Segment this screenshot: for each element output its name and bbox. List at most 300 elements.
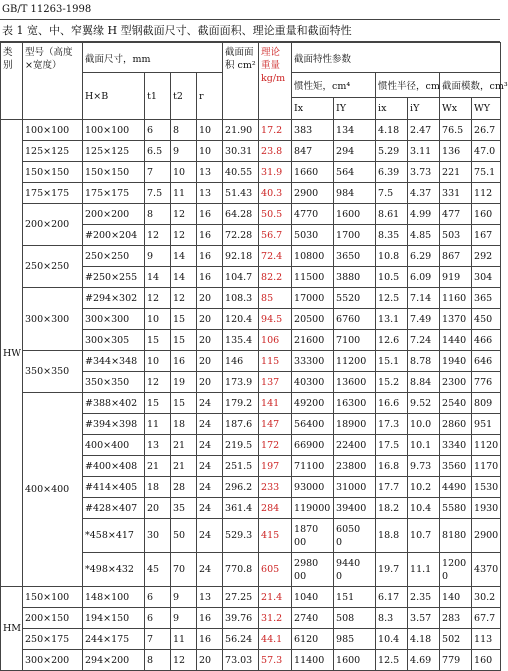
ix-radius-cell: 6.39 <box>376 162 408 183</box>
weight-cell: 31.9 <box>259 162 292 183</box>
t1-cell: 12 <box>145 288 171 309</box>
hxb-cell: 250×250 <box>83 246 145 267</box>
ix-radius-cell: 10.8 <box>376 246 408 267</box>
ix-moment-cell: 93000 <box>292 477 334 498</box>
area-cell: 39.76 <box>223 608 259 629</box>
ix-moment-cell: 66900 <box>292 435 334 456</box>
header-r: r <box>197 73 223 120</box>
weight-cell: 85 <box>259 288 292 309</box>
iy-radius-cell: 10.4 <box>408 498 440 519</box>
iy-moment-cell: 16300 <box>334 393 376 414</box>
wy-cell: 466 <box>472 330 501 351</box>
ix-radius-cell: 18.8 <box>376 519 408 553</box>
wx-cell: 502 <box>440 629 472 650</box>
iy-moment-cell: 151 <box>334 587 376 608</box>
t2-cell: 18 <box>171 414 197 435</box>
t2-cell: 12 <box>171 288 197 309</box>
wy-cell: 26.7 <box>472 120 501 141</box>
wy-cell: 1530 <box>472 477 501 498</box>
area-cell: 30.31 <box>223 141 259 162</box>
t2-cell: 9 <box>171 608 197 629</box>
header-wx: Wx <box>440 98 472 120</box>
header-iy-moment: IY <box>334 98 376 120</box>
header-inertia: 惯性矩，cm⁴ <box>292 73 376 98</box>
area-cell: 529.3 <box>223 519 259 553</box>
h-section-steel-table <box>0 42 508 671</box>
wx-cell: 477 <box>440 204 472 225</box>
wx-cell: 5580 <box>440 498 472 519</box>
hxb-cell: 244×175 <box>83 629 145 650</box>
ix-moment-cell: 40300 <box>292 372 334 393</box>
wy-cell: 809 <box>472 393 501 414</box>
iy-moment-cell: 134 <box>334 120 376 141</box>
r-cell: 24 <box>197 477 223 498</box>
ix-radius-cell: 13.1 <box>376 309 408 330</box>
iy-radius-cell: 8.78 <box>408 351 440 372</box>
wx-cell: 919 <box>440 267 472 288</box>
hxb-cell: *458×417 <box>83 519 145 553</box>
weight-cell: 141 <box>259 393 292 414</box>
wx-cell: 76.5 <box>440 120 472 141</box>
ix-radius-cell: 10.4 <box>376 629 408 650</box>
t2-cell: 12 <box>171 225 197 246</box>
t1-cell: 10 <box>145 309 171 330</box>
iy-radius-cell: 10.2 <box>408 477 440 498</box>
wy-cell: 160 <box>472 204 501 225</box>
wy-cell: 160 <box>472 650 501 671</box>
wx-cell: 2860 <box>440 414 472 435</box>
iy-radius-cell: 4.18 <box>408 629 440 650</box>
iy-radius-cell: 10.1 <box>408 435 440 456</box>
weight-cell: 21.4 <box>259 587 292 608</box>
table-row <box>1 587 501 608</box>
model-cell: 300×200 <box>23 650 83 671</box>
wx-cell: 779 <box>440 650 472 671</box>
header-area: 截面面积 cm² <box>223 43 259 120</box>
ix-moment-cell: 119000 <box>292 498 334 519</box>
t2-cell: 9 <box>171 141 197 162</box>
r-cell: 20 <box>197 288 223 309</box>
weight-cell: 56.7 <box>259 225 292 246</box>
iy-moment-cell: 984 <box>334 183 376 204</box>
hxb-cell: 300×305 <box>83 330 145 351</box>
area-cell: 73.03 <box>223 650 259 671</box>
ix-moment-cell: 71100 <box>292 456 334 477</box>
wx-cell: 3340 <box>440 435 472 456</box>
ix-radius-cell: 17.5 <box>376 435 408 456</box>
ix-radius-cell: 12.5 <box>376 288 408 309</box>
model-cell: 300×300 <box>23 288 83 351</box>
r-cell: 24 <box>197 456 223 477</box>
wy-cell: 646 <box>472 351 501 372</box>
iy-moment-cell: 564 <box>334 162 376 183</box>
wx-cell: 1940 <box>440 351 472 372</box>
iy-radius-cell: 7.24 <box>408 330 440 351</box>
iy-radius-cell: 11.1 <box>408 553 440 587</box>
wy-cell: 113 <box>472 629 501 650</box>
ix-moment-cell: 4770 <box>292 204 334 225</box>
wx-cell: 1160 <box>440 288 472 309</box>
t1-cell: 14 <box>145 267 171 288</box>
weight-cell: 106 <box>259 330 292 351</box>
weight-cell: 40.3 <box>259 183 292 204</box>
weight-cell: 50.5 <box>259 204 292 225</box>
iy-radius-cell: 7.49 <box>408 309 440 330</box>
t1-cell: 6.5 <box>145 141 171 162</box>
r-cell: 20 <box>197 330 223 351</box>
ix-radius-cell: 17.3 <box>376 414 408 435</box>
ix-radius-cell: 6.17 <box>376 587 408 608</box>
table-row <box>1 351 501 372</box>
ix-moment-cell: 383 <box>292 120 334 141</box>
iy-radius-cell: 10.7 <box>408 519 440 553</box>
hxb-cell: 150×150 <box>83 162 145 183</box>
t1-cell: 18 <box>145 477 171 498</box>
ix-radius-cell: 8.3 <box>376 608 408 629</box>
ix-moment-cell: 17000 <box>292 288 334 309</box>
r-cell: 24 <box>197 435 223 456</box>
iy-radius-cell: 4.69 <box>408 650 440 671</box>
model-cell: 125×125 <box>23 141 83 162</box>
ix-moment-cell: 5030 <box>292 225 334 246</box>
wy-cell: 30.2 <box>472 587 501 608</box>
iy-moment-cell: 985 <box>334 629 376 650</box>
ix-radius-cell: 12.6 <box>376 330 408 351</box>
iy-radius-cell: 4.99 <box>408 204 440 225</box>
t2-cell: 10 <box>171 162 197 183</box>
ix-moment-cell: 33300 <box>292 351 334 372</box>
wx-cell: 8180 <box>440 519 472 553</box>
t1-cell: 8 <box>145 650 171 671</box>
wx-cell: 2540 <box>440 393 472 414</box>
t2-cell: 12 <box>171 650 197 671</box>
iy-radius-cell: 6.09 <box>408 267 440 288</box>
wx-cell: 136 <box>440 141 472 162</box>
weight-cell: 233 <box>259 477 292 498</box>
table-row <box>1 650 501 671</box>
r-cell: 13 <box>197 162 223 183</box>
area-cell: 64.28 <box>223 204 259 225</box>
area-cell: 251.5 <box>223 456 259 477</box>
hxb-cell: #388×402 <box>83 393 145 414</box>
wy-cell: 365 <box>472 288 501 309</box>
table-row <box>1 162 501 183</box>
t2-cell: 21 <box>171 435 197 456</box>
table-row <box>1 204 501 225</box>
ix-moment-cell: 56400 <box>292 414 334 435</box>
r-cell: 24 <box>197 393 223 414</box>
wy-cell: 450 <box>472 309 501 330</box>
wy-cell: 47.0 <box>472 141 501 162</box>
iy-moment-cell: 13600 <box>334 372 376 393</box>
hxb-cell: 175×175 <box>83 183 145 204</box>
ix-moment-cell: 1040 <box>292 587 334 608</box>
wx-cell: 503 <box>440 225 472 246</box>
t1-cell: 13 <box>145 435 171 456</box>
table-row <box>1 183 501 204</box>
r-cell: 20 <box>197 351 223 372</box>
t2-cell: 8 <box>171 120 197 141</box>
table-row <box>1 246 501 267</box>
t1-cell: 7 <box>145 162 171 183</box>
table-row <box>1 120 501 141</box>
r-cell: 16 <box>197 629 223 650</box>
area-cell: 40.55 <box>223 162 259 183</box>
iy-radius-cell: 9.73 <box>408 456 440 477</box>
wy-cell: 75.1 <box>472 162 501 183</box>
ix-moment-cell: 847 <box>292 141 334 162</box>
weight-cell: 72.4 <box>259 246 292 267</box>
r-cell: 20 <box>197 372 223 393</box>
ix-radius-cell: 5.29 <box>376 141 408 162</box>
t2-cell: 21 <box>171 456 197 477</box>
standard-number: GB/T 11263-1998 <box>0 0 500 20</box>
r-cell: 24 <box>197 519 223 553</box>
hxb-cell: #250×255 <box>83 267 145 288</box>
model-cell: 400×400 <box>23 393 83 587</box>
area-cell: 296.2 <box>223 477 259 498</box>
ix-moment-cell: 6120 <box>292 629 334 650</box>
t1-cell: 11 <box>145 414 171 435</box>
iy-moment-cell: 31000 <box>334 477 376 498</box>
t2-cell: 14 <box>171 267 197 288</box>
t1-cell: 21 <box>145 456 171 477</box>
t2-cell: 50 <box>171 519 197 553</box>
wy-cell: 1930 <box>472 498 501 519</box>
wy-cell: 2900 <box>472 519 501 553</box>
iy-radius-cell: 10.0 <box>408 414 440 435</box>
model-cell: 250×175 <box>23 629 83 650</box>
header-weight: 理论重量 kg/m <box>259 43 292 120</box>
header-wy: WY <box>472 98 501 120</box>
weight-cell: 31.2 <box>259 608 292 629</box>
iy-moment-cell: 9440 0 <box>334 553 376 587</box>
t2-cell: 15 <box>171 330 197 351</box>
area-cell: 146 <box>223 351 259 372</box>
table-row <box>1 629 501 650</box>
wy-cell: 951 <box>472 414 501 435</box>
iy-radius-cell: 3.73 <box>408 162 440 183</box>
t1-cell: 45 <box>145 553 171 587</box>
ix-radius-cell: 15.1 <box>376 351 408 372</box>
t2-cell: 12 <box>171 204 197 225</box>
ix-radius-cell: 4.18 <box>376 120 408 141</box>
model-cell: 250×250 <box>23 246 83 288</box>
weight-cell: 57.3 <box>259 650 292 671</box>
ix-radius-cell: 10.5 <box>376 267 408 288</box>
weight-cell: 94.5 <box>259 309 292 330</box>
area-cell: 179.2 <box>223 393 259 414</box>
hxb-cell: #344×348 <box>83 351 145 372</box>
area-cell: 219.5 <box>223 435 259 456</box>
hxb-cell: #200×204 <box>83 225 145 246</box>
t2-cell: 11 <box>171 629 197 650</box>
header-modulus: 截面模数，cm³ <box>440 73 501 98</box>
header-radius: 惯性半径，cm <box>376 73 440 98</box>
hxb-cell: 294×200 <box>83 650 145 671</box>
table-row <box>1 288 501 309</box>
weight-cell: 115 <box>259 351 292 372</box>
weight-cell: 147 <box>259 414 292 435</box>
r-cell: 16 <box>197 204 223 225</box>
ix-radius-cell: 12.5 <box>376 650 408 671</box>
area-cell: 361.4 <box>223 498 259 519</box>
t2-cell: 16 <box>171 351 197 372</box>
iy-moment-cell: 6760 <box>334 309 376 330</box>
hxb-cell: 148×100 <box>83 587 145 608</box>
area-cell: 187.6 <box>223 414 259 435</box>
r-cell: 20 <box>197 650 223 671</box>
t2-cell: 15 <box>171 309 197 330</box>
ix-moment-cell: 11500 <box>292 267 334 288</box>
hxb-cell: 350×350 <box>83 372 145 393</box>
wx-cell: 283 <box>440 608 472 629</box>
iy-moment-cell: 3650 <box>334 246 376 267</box>
t2-cell: 28 <box>171 477 197 498</box>
r-cell: 24 <box>197 498 223 519</box>
t1-cell: 6 <box>145 120 171 141</box>
model-cell: 350×350 <box>23 351 83 393</box>
t1-cell: 15 <box>145 393 171 414</box>
ix-moment-cell: 2900 <box>292 183 334 204</box>
ix-moment-cell: 1660 <box>292 162 334 183</box>
ix-radius-cell: 19.7 <box>376 553 408 587</box>
ix-moment-cell: 49200 <box>292 393 334 414</box>
model-cell: 200×200 <box>23 204 83 246</box>
iy-moment-cell: 23800 <box>334 456 376 477</box>
weight-cell: 82.2 <box>259 267 292 288</box>
t1-cell: 20 <box>145 498 171 519</box>
t1-cell: 15 <box>145 330 171 351</box>
model-cell: 175×175 <box>23 183 83 204</box>
t1-cell: 9 <box>145 246 171 267</box>
r-cell: 24 <box>197 553 223 587</box>
ix-radius-cell: 8.61 <box>376 204 408 225</box>
ix-moment-cell: 2980 00 <box>292 553 334 587</box>
table-row <box>1 608 501 629</box>
ix-moment-cell: 2740 <box>292 608 334 629</box>
iy-moment-cell: 22400 <box>334 435 376 456</box>
area-cell: 108.3 <box>223 288 259 309</box>
r-cell: 16 <box>197 608 223 629</box>
header-ix-moment: Ix <box>292 98 334 120</box>
wy-cell: 1170 <box>472 456 501 477</box>
category-cell: HM <box>1 587 23 671</box>
hxb-cell: 400×400 <box>83 435 145 456</box>
r-cell: 16 <box>197 246 223 267</box>
weight-cell: 44.1 <box>259 629 292 650</box>
weight-cell: 415 <box>259 519 292 553</box>
ix-radius-cell: 17.7 <box>376 477 408 498</box>
t2-cell: 19 <box>171 372 197 393</box>
wy-cell: 292 <box>472 246 501 267</box>
t2-cell: 11 <box>171 183 197 204</box>
ix-moment-cell: 1870 00 <box>292 519 334 553</box>
ix-radius-cell: 16.8 <box>376 456 408 477</box>
wx-cell: 221 <box>440 162 472 183</box>
t2-cell: 70 <box>171 553 197 587</box>
table-caption: 表 1 宽、中、窄翼缘 H 型钢截面尺寸、截面面积、理论重量和截面特性 <box>0 20 500 42</box>
area-cell: 173.9 <box>223 372 259 393</box>
ix-radius-cell: 7.5 <box>376 183 408 204</box>
ix-radius-cell: 16.6 <box>376 393 408 414</box>
hxb-cell: 194×150 <box>83 608 145 629</box>
iy-moment-cell: 11200 <box>334 351 376 372</box>
weight-cell: 137 <box>259 372 292 393</box>
wx-cell: 1440 <box>440 330 472 351</box>
wy-cell: 776 <box>472 372 501 393</box>
area-cell: 120.4 <box>223 309 259 330</box>
area-cell: 104.7 <box>223 267 259 288</box>
t2-cell: 9 <box>171 587 197 608</box>
t1-cell: 8 <box>145 204 171 225</box>
iy-radius-cell: 4.85 <box>408 225 440 246</box>
r-cell: 20 <box>197 309 223 330</box>
hxb-cell: 300×300 <box>83 309 145 330</box>
area-cell: 21.90 <box>223 120 259 141</box>
wx-cell: 3560 <box>440 456 472 477</box>
wy-cell: 112 <box>472 183 501 204</box>
wx-cell: 1370 <box>440 309 472 330</box>
iy-radius-cell: 3.11 <box>408 141 440 162</box>
t1-cell: 7.5 <box>145 183 171 204</box>
t1-cell: 12 <box>145 225 171 246</box>
weight-cell: 17.2 <box>259 120 292 141</box>
area-cell: 92.18 <box>223 246 259 267</box>
wx-cell: 331 <box>440 183 472 204</box>
iy-radius-cell: 7.14 <box>408 288 440 309</box>
weight-cell: 284 <box>259 498 292 519</box>
wy-cell: 67.7 <box>472 608 501 629</box>
header-iy-radius: iY <box>408 98 440 120</box>
iy-moment-cell: 5520 <box>334 288 376 309</box>
header-ix-radius: ix <box>376 98 408 120</box>
t1-cell: 6 <box>145 587 171 608</box>
wy-cell: 1120 <box>472 435 501 456</box>
iy-moment-cell: 508 <box>334 608 376 629</box>
iy-moment-cell: 1600 <box>334 650 376 671</box>
r-cell: 16 <box>197 267 223 288</box>
wy-cell: 167 <box>472 225 501 246</box>
iy-radius-cell: 2.47 <box>408 120 440 141</box>
table-row <box>1 393 501 414</box>
t1-cell: 30 <box>145 519 171 553</box>
iy-radius-cell: 2.35 <box>408 587 440 608</box>
ix-radius-cell: 18.2 <box>376 498 408 519</box>
t2-cell: 15 <box>171 393 197 414</box>
hxb-cell: 125×125 <box>83 141 145 162</box>
iy-moment-cell: 294 <box>334 141 376 162</box>
iy-moment-cell: 1600 <box>334 204 376 225</box>
hxb-cell: 100×100 <box>83 120 145 141</box>
iy-moment-cell: 1700 <box>334 225 376 246</box>
area-cell: 72.28 <box>223 225 259 246</box>
hxb-cell: #428×407 <box>83 498 145 519</box>
ix-radius-cell: 8.35 <box>376 225 408 246</box>
r-cell: 10 <box>197 120 223 141</box>
header-model: 型号（高度×宽度） <box>23 43 83 120</box>
model-cell: 100×100 <box>23 120 83 141</box>
iy-radius-cell: 8.84 <box>408 372 440 393</box>
model-cell: 150×150 <box>23 162 83 183</box>
wx-cell: 140 <box>440 587 472 608</box>
r-cell: 24 <box>197 414 223 435</box>
category-cell: HW <box>1 120 23 587</box>
model-cell: 150×100 <box>23 587 83 608</box>
table-row <box>1 141 501 162</box>
hxb-cell: 200×200 <box>83 204 145 225</box>
r-cell: 16 <box>197 225 223 246</box>
